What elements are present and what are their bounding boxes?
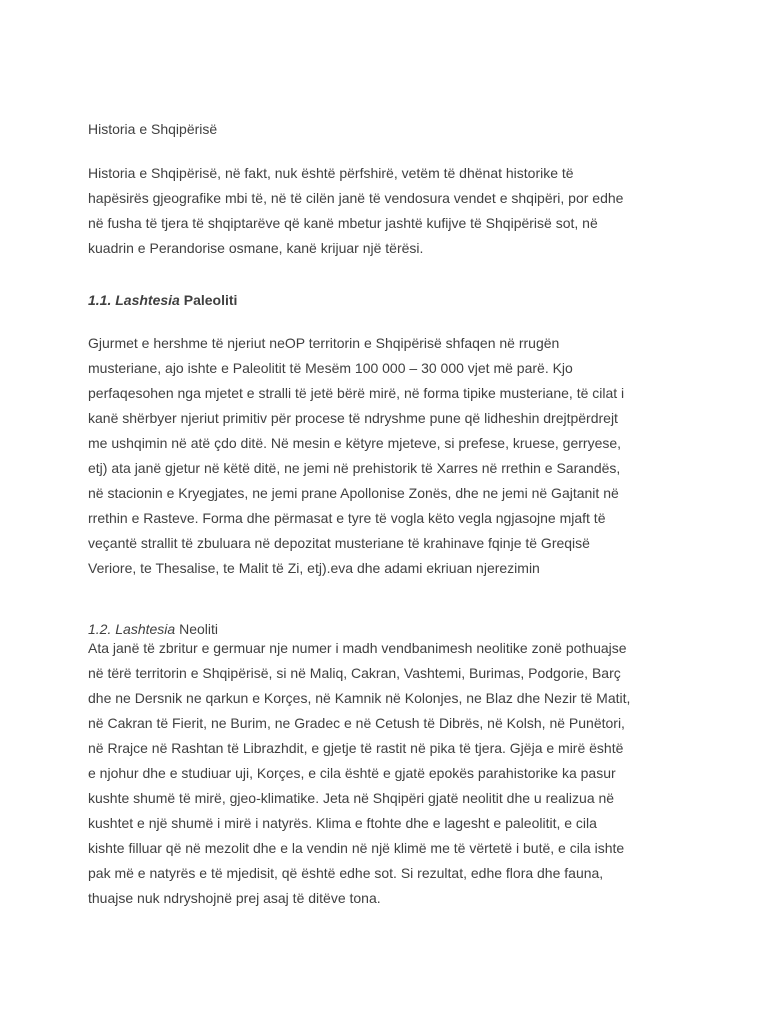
paragraph-line: pak më e natyrës e të mjedisit, që është edhe sot. Si rezultat, edhe flora dhe fauna, — [88, 865, 604, 881]
paragraph-line: musteriane, ajo ishte e Paleolitit të Mesëm 100 000 – 30 000 vjet më parë. Kjo — [88, 360, 573, 376]
paragraph-line: në tërë territorin e Shqipërisë, si në Maliq, Cakran, Vashtemi, Burimas, Podgorie, Barç — [88, 665, 621, 681]
heading-rest: Paleoliti — [183, 292, 238, 308]
paragraph-line: rrethin e Rasteve. Forma dhe përmasat e tyre të vogla këto vegla ngjasojne mjaft të — [88, 510, 606, 526]
heading-number: 1.1. — [88, 292, 112, 308]
section-heading-paleolithic — [88, 291, 237, 309]
heading-italic: Lashtesia — [115, 621, 176, 637]
paragraph-line: Veriore, te Thesalise, te Malit të Zi, etj).eva dhe adami ekriuan njerezimin — [88, 560, 540, 576]
heading-italic: Lashtesia — [115, 292, 180, 308]
intro-line: kuadrin e Perandorise osmane, kanë krijuar një tërësi. — [88, 240, 424, 256]
paragraph-line: etj) ata janë gjetur në këtë ditë, ne jemi në prehistorik të Xarres në rrethin e Sarandës, — [88, 460, 621, 476]
paragraph-line: dhe ne Dersnik ne qarkun e Korçes, në Kamnik në Kolonjes, ne Blaz dhe Nezir të Matit, — [88, 690, 631, 706]
paragraph-line: në Cakran të Fierit, ne Burim, ne Gradec e në Cetush të Dibrës, në Kolsh, në Punëtori, — [88, 715, 625, 731]
heading-rest: Neoliti — [179, 621, 218, 637]
paragraph-line: në stacionin e Kryegjates, ne jemi prane Apollonise Zonës, dhe ne jemi në Gajtanit në — [88, 485, 619, 501]
intro-line: hapësirës gjeografike mbi të, në të cilën janë të vendosura vendet e shqipëri, por edhe — [88, 190, 624, 206]
paragraph-line: thuajse nuk ndryshojnë prej asaj të ditëve tona. — [88, 890, 381, 906]
paragraph-line: Gjurmet e hershme të njeriut neOP territorin e Shqipërisë shfaqen në rrugën — [88, 335, 560, 351]
paragraph-line: veçantë strallit të zbuluara në depozitat musteriane të krahinave fqinje të Greqisë — [88, 535, 590, 551]
paragraph-line: kushte shumë të mirë, gjeo-klimatike. Jeta në Shqipëri gjatë neolitit dhe u realizua në — [88, 790, 615, 806]
document-title: Historia e Shqipërisë — [88, 121, 218, 137]
paragraph-line: me ushqimin në atë çdo ditë. Në mesin e këtyre mjeteve, si prefese, kruese, gerryese, — [88, 435, 622, 451]
paragraph-line: Ata janë të zbritur e germuar nje numer i madh vendbanimesh neolitike zonë pothuajse — [88, 640, 627, 656]
neolithic-paragraph — [88, 636, 688, 911]
intro-line: në fusha të tjera të shqiptarëve që kanë mbetur jashtë kufijve të Shqipërisë sot, në — [88, 215, 598, 231]
paragraph-line: kishte filluar që në mezolit dhe e la vendin në një klimë me të vërtetë i butë, e cila ishte — [88, 840, 625, 856]
paleolithic-paragraph — [88, 331, 688, 581]
intro-paragraph — [88, 161, 688, 261]
paragraph-line: kushtet e një shumë i mirë i natyrës. Klima e ftohte dhe e lagesht e paleolitit, e cila — [88, 815, 597, 831]
paragraph-line: në Rrajce në Rashtan të Librazhdit, e gjetje të rastit në pika të tjera. Gjëja e mirë është — [88, 740, 624, 756]
paragraph-line: e njohur dhe e studiuar uji, Korçes, e cila është e gjatë epokës parahistorike ka pasur — [88, 765, 616, 781]
paragraph-line: kanë shërbyer njeriut primitiv për procese të ndryshme pune që lidheshin drejtpërdrejt — [88, 410, 618, 426]
paragraph-line: perfaqesohen nga mjetet e stralli të jetë bërë mirë, në forma tipike musteriane, të cilat i — [88, 385, 625, 401]
intro-line: Historia e Shqipërisë, në fakt, nuk është përfshirë, vetëm të dhënat historike të — [88, 165, 574, 181]
heading-number: 1.2. — [88, 621, 112, 637]
